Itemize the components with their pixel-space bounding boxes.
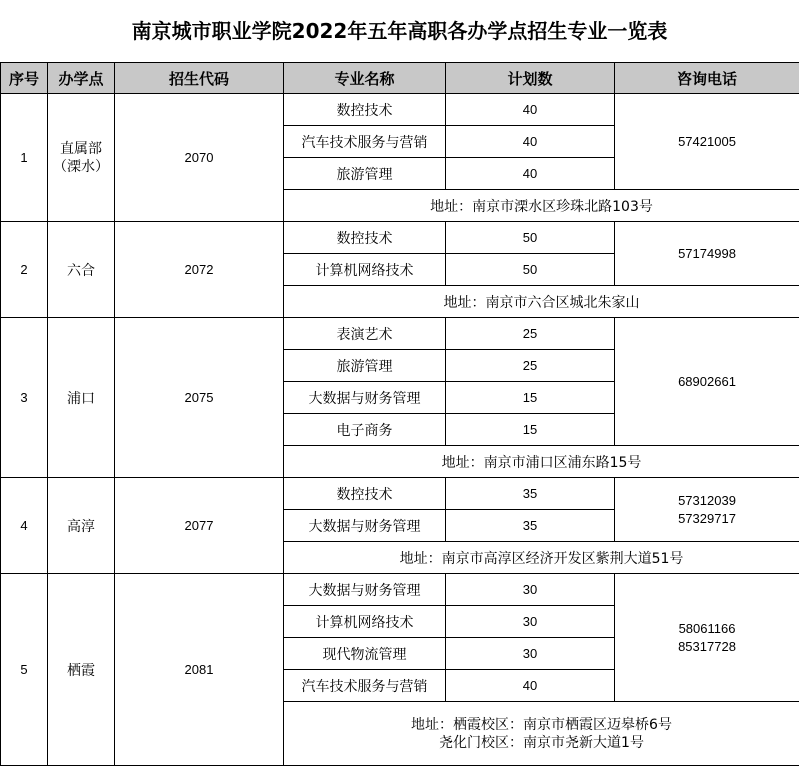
plan-cell: 40 xyxy=(446,158,615,190)
header-row xyxy=(1,63,799,94)
plan-cell: 50 xyxy=(446,222,615,254)
code-cell: 2075 xyxy=(115,318,284,478)
campus-cell: 高淳 xyxy=(48,478,115,574)
header-phone: 咨询电话 xyxy=(615,63,799,94)
address-cell: 地址：南京市高淳区经济开发区紫荆大道51号 xyxy=(284,542,799,574)
seq-cell: 3 xyxy=(1,318,48,478)
phone-number: 57312039 xyxy=(678,492,736,508)
phone-cell xyxy=(615,222,799,286)
code-cell: 2077 xyxy=(115,478,284,574)
address-cell: 地址：南京市溧水区珍珠北路103号 xyxy=(284,190,799,222)
major-cell: 大数据与财务管理 xyxy=(284,382,446,414)
major-cell: 旅游管理 xyxy=(284,158,446,190)
code-cell: 2070 xyxy=(115,94,284,222)
table-row xyxy=(1,478,799,510)
header-campus: 办学点 xyxy=(48,63,115,94)
page-title: 南京城市职业学院2022年五年高职各办学点招生专业一览表 xyxy=(131,19,668,43)
address-cell: 地址：南京市六合区城北朱家山 xyxy=(284,286,799,318)
major-cell: 电子商务 xyxy=(284,414,446,446)
enrollment-table xyxy=(0,62,799,766)
code-cell: 2072 xyxy=(115,222,284,318)
major-cell: 大数据与财务管理 xyxy=(284,574,446,606)
plan-cell: 25 xyxy=(446,350,615,382)
plan-cell: 15 xyxy=(446,414,615,446)
major-cell: 汽车技术服务与营销 xyxy=(284,126,446,158)
plan-cell: 50 xyxy=(446,254,615,286)
campus-cell: 六合 xyxy=(48,222,115,318)
campus-cell xyxy=(48,94,115,222)
major-cell: 计算机网络技术 xyxy=(284,254,446,286)
plan-cell: 30 xyxy=(446,574,615,606)
plan-cell: 40 xyxy=(446,94,615,126)
seq-cell: 1 xyxy=(1,94,48,222)
address-cell xyxy=(284,702,799,766)
table-row xyxy=(1,94,799,126)
phone-cell xyxy=(615,318,799,446)
header-major: 专业名称 xyxy=(284,63,446,94)
major-cell: 数控技术 xyxy=(284,94,446,126)
campus-cell: 栖霞 xyxy=(48,574,115,766)
major-cell: 旅游管理 xyxy=(284,350,446,382)
plan-cell: 15 xyxy=(446,382,615,414)
header-code: 招生代码 xyxy=(115,63,284,94)
code-cell: 2081 xyxy=(115,574,284,766)
seq-cell: 2 xyxy=(1,222,48,318)
plan-cell: 30 xyxy=(446,638,615,670)
major-cell: 现代物流管理 xyxy=(284,638,446,670)
major-cell: 数控技术 xyxy=(284,222,446,254)
plan-cell: 35 xyxy=(446,478,615,510)
phone-number: 58061166 xyxy=(678,620,736,636)
phone-cell xyxy=(615,478,799,542)
address-cell: 地址：南京市浦口区浦东路15号 xyxy=(284,446,799,478)
major-cell: 数控技术 xyxy=(284,478,446,510)
table-row xyxy=(1,318,799,350)
major-cell: 表演艺术 xyxy=(284,318,446,350)
phone-number: 85317728 xyxy=(678,638,736,654)
address-line: 地址：栖霞校区：南京市栖霞区迈皋桥6号 xyxy=(411,716,672,733)
major-cell: 大数据与财务管理 xyxy=(284,510,446,542)
phone-number: 57421005 xyxy=(678,133,736,149)
table-row xyxy=(1,574,799,606)
phone-cell xyxy=(615,94,799,190)
phone-number: 57329717 xyxy=(678,510,736,526)
address-line: 尧化门校区：南京市尧新大道1号 xyxy=(439,734,644,751)
plan-cell: 40 xyxy=(446,126,615,158)
plan-cell: 30 xyxy=(446,606,615,638)
seq-cell: 4 xyxy=(1,478,48,574)
seq-cell: 5 xyxy=(1,574,48,766)
header-seq: 序号 xyxy=(1,63,48,94)
phone-cell xyxy=(615,574,799,702)
major-cell: 计算机网络技术 xyxy=(284,606,446,638)
campus-location: （溧水） xyxy=(53,158,109,175)
plan-cell: 35 xyxy=(446,510,615,542)
major-cell: 汽车技术服务与营销 xyxy=(284,670,446,702)
campus-cell: 浦口 xyxy=(48,318,115,478)
header-plan: 计划数 xyxy=(446,63,615,94)
phone-number: 57174998 xyxy=(678,245,736,261)
campus-name: 直属部 xyxy=(60,140,102,157)
plan-cell: 40 xyxy=(446,670,615,702)
table-row xyxy=(1,222,799,254)
plan-cell: 25 xyxy=(446,318,615,350)
phone-number: 68902661 xyxy=(678,373,736,389)
